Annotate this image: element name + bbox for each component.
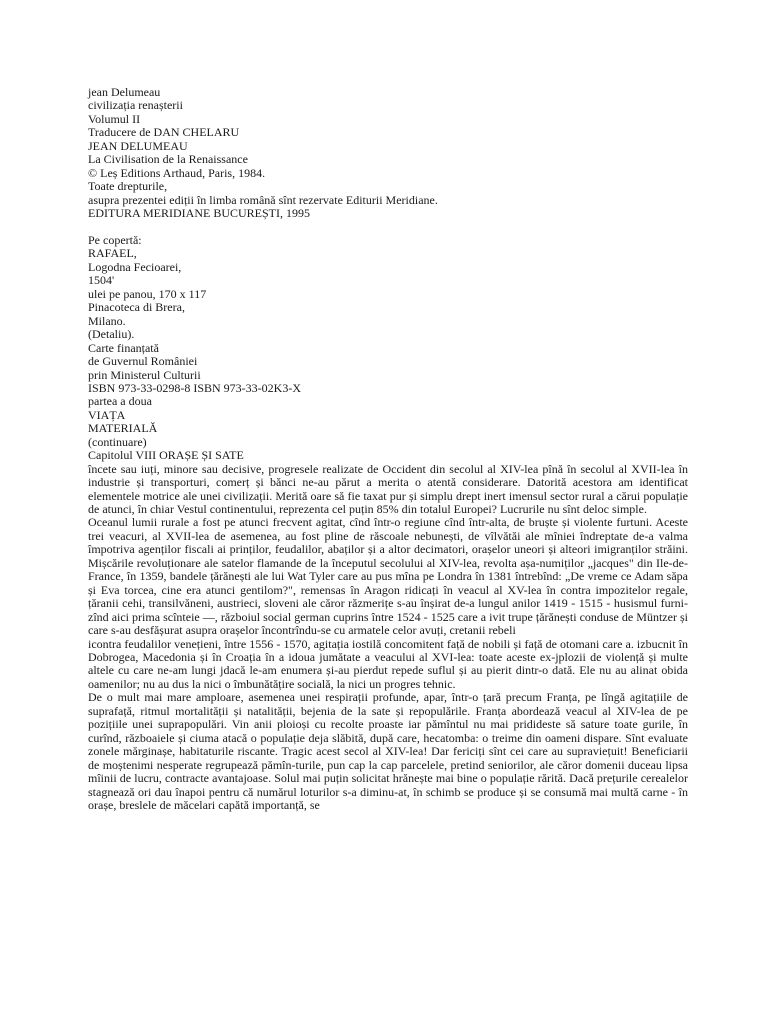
body-paragraph-3: icontra feudalilor venețieni, între 1556 - 1570, agitația iostilă concomitent față de nobili și față de otomani care a. izbucnit în Dobrogea, Macedonia și în Croația în a idoua jumătate a veacului al XVI-lea: toate aceste ex-jplozii de violență și multe altele cu care ne-am lungi jdacă le-am enumera și-au pierdut repede suflul și au pierit dintr-o dată. Ele nu au alinat obida oamenilor; nu au dus la nici o îmbunătățire socială, la nici un progres tehnic. bbox=[88, 636, 688, 691]
funding-line-3: prin Ministerul Culturii bbox=[88, 367, 201, 382]
document-page bbox=[88, 86, 688, 812]
blank-line bbox=[88, 221, 688, 234]
cover-work-title: Logodna Fecioarei, bbox=[88, 259, 182, 274]
body-paragraph-1: încete sau iuți, minore sau decisive, progresele realizate de Occident din secolul al XIV-lea pînă în secolul al XVII-lea în industrie și transporturi, comerț și bănci ne-au părut a merita o atentă considerare. Datorită acestora am identificat elementele motrice ale unei civilizații. Merită oare să fie taxat pur și simplu drept inert imensul sector rural a cărui populație de atunci, în chiar Vestul continentului, reprezenta cel puțin 85% din totalul Europei? Lucrurile nu sînt deloc simple. bbox=[88, 461, 688, 517]
funding-line-1: Carte finanțată bbox=[88, 340, 159, 355]
volume-label: Volumul II bbox=[88, 111, 141, 126]
cover-city: Milano. bbox=[88, 313, 126, 328]
cover-detail: (Detaliu). bbox=[88, 327, 135, 342]
body-paragraph-4: De o mult mai mare amploare, asemenea unei respirații profunde, apar, într-o țară precum Franța, pe lîngă agitațiile de suprafață, ritmul mortalității și natalității, bejenia de la sate și repopulările. Franța abordează veacul al XIV-lea de pe pozițiile unei suprapopulări. Vin anii ploioși cu recolte proaste iar pămîntul nu mai pridideste să sature toate gurile, în curînd, războaiele și ciuma atacă o populație deja slăbită, după care, hecatomba: o treime din oameni dispare. Sînt evaluate zonele mărginașe, habitaturile riscante. Tragic acest secol al XIV-lea! Dar fericiți sînt cei care au supraviețuit! Beneficiarii de moștenimi nesperate regrupează pămîn-turile, pun cap la cap parcelele, pretind seniorilor, ale căror domenii duceau lipsa mîinii de lucru, contracte avantajoase. Solul mai puțin solicitat hrănește mai bine o populație rărită. Dacă prețurile cerealelor stagnează ori dau înapoi pentru că numărul loturilor s-a diminu-at, în schimb se produce și se consumă mai multă carne - în orașe, breslele de măcelari capătă importanță, se bbox=[88, 690, 688, 812]
publisher-line: EDITURA MERIDIANE BUCUREȘTI, 1995 bbox=[88, 206, 310, 221]
cover-artist: RAFAEL, bbox=[88, 246, 137, 261]
continued-label: (continuare) bbox=[88, 434, 147, 449]
book-title-lowercase: civilizația renașterii bbox=[88, 98, 183, 113]
rights-line-1: Toate drepturile, bbox=[88, 179, 168, 194]
translator-credit: Traducere de DAN CHELARU bbox=[88, 125, 240, 140]
cover-label: Pe copertă: bbox=[88, 232, 142, 247]
isbn-line: ISBN 973-33-0298-8 ISBN 973-33-02K3-X bbox=[88, 380, 301, 395]
copyright-line: © Leș Editions Arthaud, Paris, 1984. bbox=[88, 165, 266, 180]
chapter-heading: Capitolul VIII ORAȘE ȘI SATE bbox=[88, 448, 244, 463]
original-title: La Civilisation de la Renaissance bbox=[88, 152, 248, 167]
rights-line-2: asupra prezentei ediții în limba română sînt rezervate Editurii Meridiane. bbox=[88, 192, 438, 207]
author-uppercase: JEAN DELUMEAU bbox=[88, 138, 188, 153]
cover-medium: ulei pe panou, 170 x 117 bbox=[88, 286, 207, 301]
author-lowercase: jean Delumeau bbox=[88, 85, 161, 99]
cover-gallery: Pinacoteca di Brera, bbox=[88, 300, 185, 315]
body-paragraph-2: Oceanul lumii rurale a fost pe atunci frecvent agitat, cînd într-o regiune cînd într-alta, de bruște și violente furtuni. Aceste trei veacuri, al XVII-lea de asemenea, au fost pline de răscoale nebunești, de vîlvătăi ale mîniei îndreptate de-a valma împotriva agenților fiscali ai prinților, feudalilor, abaților și a altor decimatori, orașelor uneori și alteori imigranților străini. Mișcările revoluționare ale satelor flamande de la începutul secolului al XIV-lea, revolta așa-numiților „jacques" din Ile-de-France, în 1359, bandele țărănești ale lui Wat Tyler care au pus mîna pe Londra în 1381 întrebînd: „De vreme ce Adam săpa și Eva torcea, cine era atunci gentilom?", remensas în Aragon ridicați în veacul al XV-lea în contra impozitelor regale, țăranii cehi, transilvăneni, austrieci, sloveni ale căror răzmerițe s-au înșirat de-a lungul anilor 1419 - 1515 - husismul furni-zînd aici prima scînteie —, războiul social german cuprins între 1524 - 1525 care a ivit trupe țărănești conduse de Müntzer și care s-au desfășurat asupra orașelor încontrîndu-se cu armatele celor avuți, cretanii rebeli bbox=[88, 515, 688, 638]
part-title-line-2: MATERIALĂ bbox=[88, 421, 158, 436]
part-title-line-1: VIAȚA bbox=[88, 407, 126, 422]
funding-line-2: de Guvernul României bbox=[88, 354, 198, 369]
cover-year: 1504' bbox=[88, 273, 115, 288]
part-label: partea a doua bbox=[88, 394, 152, 409]
